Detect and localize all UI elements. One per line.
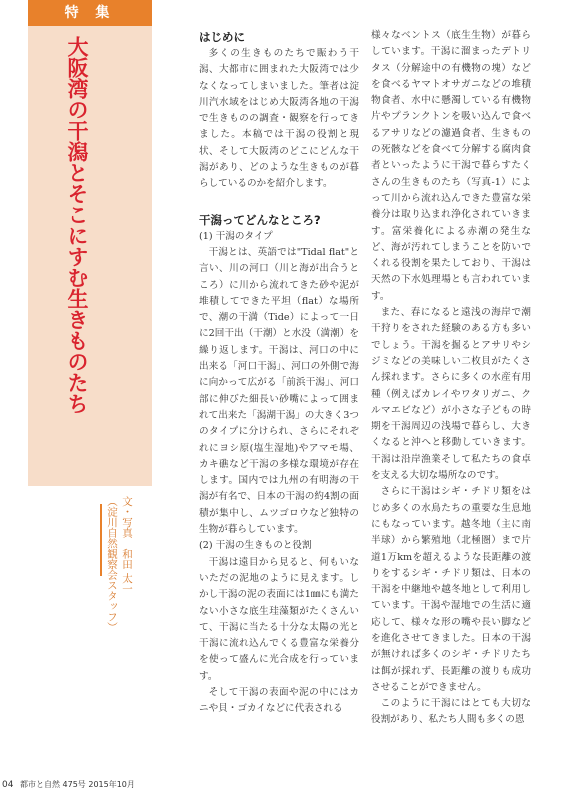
paragraph-shellfish: また、春になると遠浅の海岸で潮干狩りをされた経験のある方も多いでしょう。干潟を掘るとアサリやシジミなどの美味しい二枚貝がたくさん採れます。さらに多くの水産有用種（例えばカレイやワタリガニ、クルマエビなど）が小さな子どもの時期を干潟周辺の浅場で暮らし、大きくなると沖へと移動していきます。干潟は沿岸漁業そして私たちの食卓を支える大切な場所なのです。 xyxy=(371,307,531,482)
publication-info: 都市と自然 475号 2015年10月 xyxy=(20,780,135,789)
paragraph-shorebirds: さらに干潟はシギ・チドリ類をはじめ多くの水鳥たちの重要な生息地にもなっています。越冬地（主に南半球）から繁殖地（北極圏）まで片道1万kmを超えるような長距離の渡りをするシギ・チドリ類は、日本の干潟を中継地や越冬地として利用しています。干潟や湿地での生活に適応して、様々な形の嘴や長い脚などを進化させてきました。日本の干潟が無ければ多くのシギ・チドリたちは餌が採れず、長距離の渡りも成功させることができません。 xyxy=(371,486,531,693)
intro-paragraph: 多くの生きものたちで賑わう干潟、大都市に囲まれた大阪湾では少なくなってしまいました。筆者は淀川汽水域をはじめ大阪湾各地の干潟で生きものの調査・観察を行ってきました。本稿では干潟の役割と現状、そして大阪湾のどこにどんな干潟があり、どのような生きものが暮らしているのかを紹介します。 xyxy=(199,48,359,190)
text-column-left xyxy=(199,28,359,718)
paragraph-types: 干潟とは、英語では"Tidal flat"と言い、川の河口（川と海が出合うところ）に川から流れてきた砂や泥が堆積してできた平坦（flat）な場所で、潮の干満（Tide）によって一日に2回干出（干潮）と水没（満潮）を繰り返します。干潟は、河口の中に出来る「河口干潟」、河口の外側で海に向かって広がる「前浜干潟」、河口部に伸びた細長い砂嘴によって囲まれて出来た「潟湖干潟」の大きく3つのタイプに分けられ、さらにそれぞれにヨシ原(塩生湿地)やアマモ場、カキ礁など干潟の多様な環境が存在します。国内では九州の有明海の干潟が有名で、日本の干潟の約4割の面積が集中し、ムツゴロウなど独特の生物が暮らしています。 xyxy=(199,246,359,536)
credit-text xyxy=(104,496,134,633)
article-title: 大阪湾の干潟とそこにすむ生きものたち xyxy=(65,36,89,414)
subheading-roles: (2) 干潟の生きものと役割 xyxy=(199,540,312,552)
section-heading: 干潟ってどんなところ? xyxy=(199,212,321,227)
credit-line-author: 文・写真 和田 太一 xyxy=(121,496,133,594)
paragraph-roles-cont: そして干潟の表面や泥の中にはカニや貝・ゴカイなどに代表される xyxy=(199,686,359,715)
page-footer xyxy=(2,779,135,790)
intro-heading: はじめに xyxy=(199,30,245,44)
title-panel xyxy=(28,26,152,486)
page-number: 04 xyxy=(2,780,14,790)
text-column-right xyxy=(371,28,531,729)
paragraph-conclusion: このように干潟にはとても大切な役割があり、私たち人間も多くの恩 xyxy=(371,698,531,726)
subheading-types: (1) 干潟のタイプ xyxy=(199,230,273,242)
feature-tag: 特 集 xyxy=(28,0,152,26)
credit-line-affiliation: （淀川自然観察会スタッフ） xyxy=(106,496,118,633)
credit-accent-bar xyxy=(100,504,102,576)
author-credit xyxy=(62,496,144,746)
paragraph-benthos: 様々なベントス（底生生物）が暮らしています。干潟に溜まったデトリタス（分解途中の有機物の塊）などを食べるヤマトオサガニなどの堆積物食者、水中に懸濁している有機物片やプランクトンを吸い込んで食べるアサリなどの濾過食者、生きものの死骸などを食べて分解する腐肉食者といったように干潟で暮らすたくさんの生きものたち（写真-1）によって川から流れ込んできた豊富な栄養分は取り込まれ浄化されていきます。富栄養化による赤潮の発生など、海が汚れてしまうことを防いでくれる役割を果たしており、干潟は天然の下水処理場とも言われています。 xyxy=(371,30,531,302)
sidebar xyxy=(28,0,152,760)
paragraph-roles: 干潟は遠目から見ると、何もいないただの泥地のように見えます。しかし干潟の泥の表面には1㎜にも満たない小さな底生珪藻類がたくさんいて、干潟に当たる十分な太陽の光と干潟に流れ込んでくる豊富な栄養分を使って盛んに光合成を行っています。 xyxy=(199,556,359,682)
